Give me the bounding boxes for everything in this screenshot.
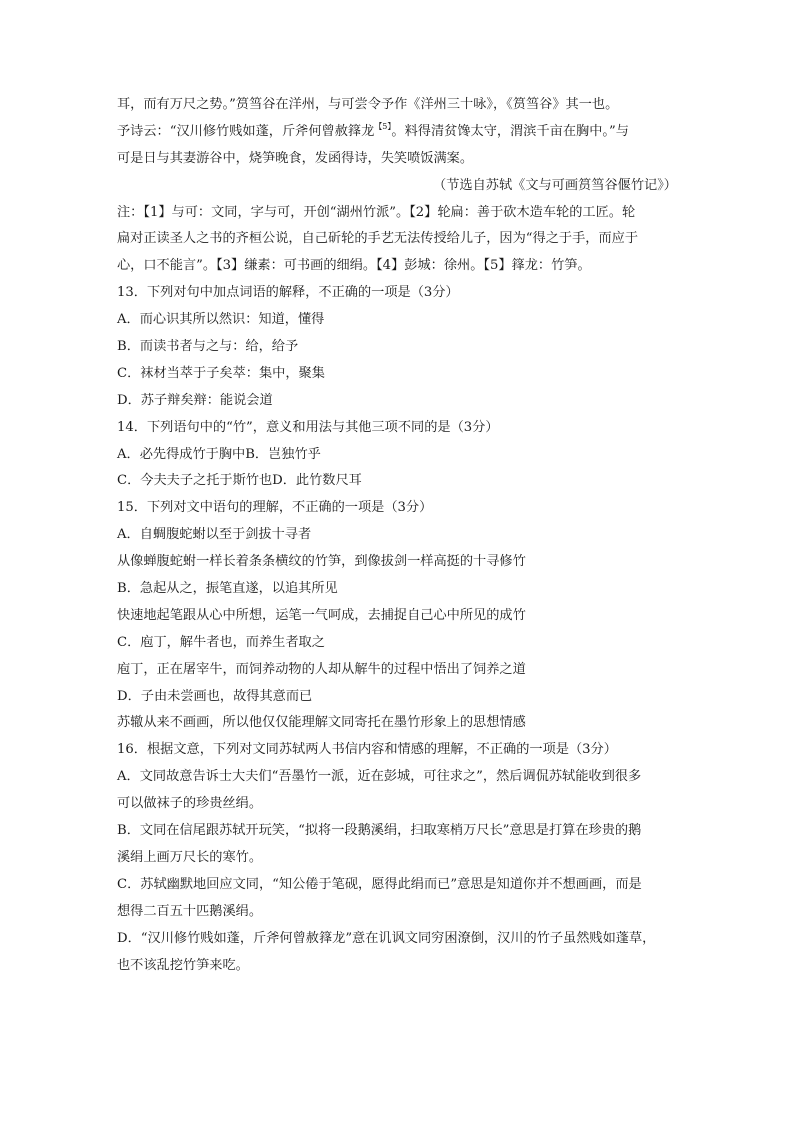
- q16-option-b-line-2: 溪绢上画万尺长的寒竹。: [117, 849, 263, 865]
- q16-option-a-line-1: A．文同故意告诉士大夫们“吾墨竹一派，近在彭城，可往求之”，然后调侃苏轼能收到很多: [117, 769, 642, 785]
- passage-line-2: [117, 119, 677, 146]
- q16-option-a-line-2: 可以做袜子的珍贵丝绢。: [117, 796, 263, 812]
- q15-option-a: A．自蜩腹蛇蚹以至于剑拔十寻者: [117, 527, 312, 543]
- q15-option-a-explanation: 从像蝉腹蛇蚹一样长着条条横纹的竹笋，到像拔剑一样高挺的十寻修竹: [117, 554, 526, 570]
- notes-line-1: 注：【1】与可：文同，字与可，开创“湖州竹派”。【2】轮扁：善于砍木造车轮的工匠。轮: [117, 204, 636, 220]
- q16-option-c-line-2: 想得二百五十匹鹅溪绢。: [117, 903, 263, 919]
- document-page: [117, 92, 677, 979]
- passage-source: （节选自苏轼《文与可画筼筜谷偃竹记》）: [433, 177, 677, 193]
- notes-line-2: 扁对正读圣人之书的齐桓公说，自己斫轮的手艺无法传授给儿子，因为“得之于手，而应于: [117, 231, 639, 247]
- footnote-marker-5: 【5】: [374, 121, 392, 131]
- passage-line-2-text-a: 予诗云：“汉川修竹贱如蓬，斤斧何曾赦箨龙: [117, 123, 375, 139]
- notes-line-3: 心，口不能言”。【3】缣素：可书画的细绢。【4】彭城：徐州。【5】箨龙：竹笋。: [117, 258, 591, 274]
- q16-option-b-line-1: B．文同在信尾跟苏轼开玩笑，“拟将一段鹅溪绢，扫取寒梢万尺长”意思是打算在珍贵的鹅: [117, 823, 642, 839]
- q13-option-d: D．苏子辩矣辩：能说会道: [117, 392, 273, 408]
- q15-option-d-explanation: 苏辙从来不画画，所以他仅仅能理解文同寄托在墨竹形象上的思想情感: [117, 715, 526, 731]
- passage-line-1: 耳，而有万尺之势。”筼筜谷在洋州，与可尝令予作《洋州三十咏》，《筼筜谷》其一也。: [117, 97, 619, 112]
- q13-option-b: B．而读书者与之与：给，给予: [117, 339, 299, 355]
- passage-line-3: 可是日与其妻游谷中，烧笋晚食，发函得诗，失笑喷饭满案。: [117, 150, 474, 166]
- q16-stem: 16．根据文意，下列对文同苏轼两人书信内容和情感的理解，不正确的一项是（3分）: [117, 742, 617, 758]
- q16-option-d-line-2: 也不该乱挖竹笋来吃。: [117, 957, 249, 973]
- q13-stem: 13．下列对句中加点词语的解释，不正确的一项是（3分）: [117, 285, 459, 301]
- passage-line-2-text-b: 。料得清贫馋太守，渭滨千亩在胸中。”与: [391, 123, 629, 139]
- q15-option-b-explanation: 快速地起笔跟从心中所想，运笔一气呵成，去捕捉自己心中所见的成竹: [117, 607, 526, 623]
- q15-option-c-explanation: 庖丁，正在屠宰牛，而饲养动物的人却从解牛的过程中悟出了饲养之道: [117, 661, 526, 677]
- q15-stem: 15．下列对文中语句的理解，不正确的一项是（3分）: [117, 500, 433, 516]
- q16-option-d-line-1: D．“汉川修竹贱如蓬，斤斧何曾赦箨龙”意在讥讽文同穷困潦倒，汉川的竹子虽然贱如蓬草，: [117, 930, 656, 946]
- q15-option-c: C．庖丁，解牛者也，而养生者取之: [117, 634, 325, 650]
- q14-stem: 14．下列语句中的“竹”，意义和用法与其他三项不同的是（3分）: [117, 419, 499, 435]
- q15-option-d: D．子由未尝画也，故得其意而已: [117, 688, 313, 704]
- q14-options-ab: A．必先得成竹于胸中B．岂独竹乎: [117, 446, 321, 462]
- q14-options-cd: C．今夫夫子之托于斯竹也D．此竹数尺耳: [117, 473, 362, 489]
- q13-option-a: A．而心识其所以然识：知道，懂得: [117, 312, 325, 328]
- q15-option-b: B．急起从之，振笔直遂，以追其所见: [117, 581, 338, 597]
- q13-option-c: C．袜材当萃于子矣萃：集中，聚集: [117, 365, 325, 381]
- q16-option-c-line-1: C．苏轼幽默地回应文同，“知公倦于笔砚，愿得此绢而已”意思是知道你并不想画画，而是: [117, 876, 642, 892]
